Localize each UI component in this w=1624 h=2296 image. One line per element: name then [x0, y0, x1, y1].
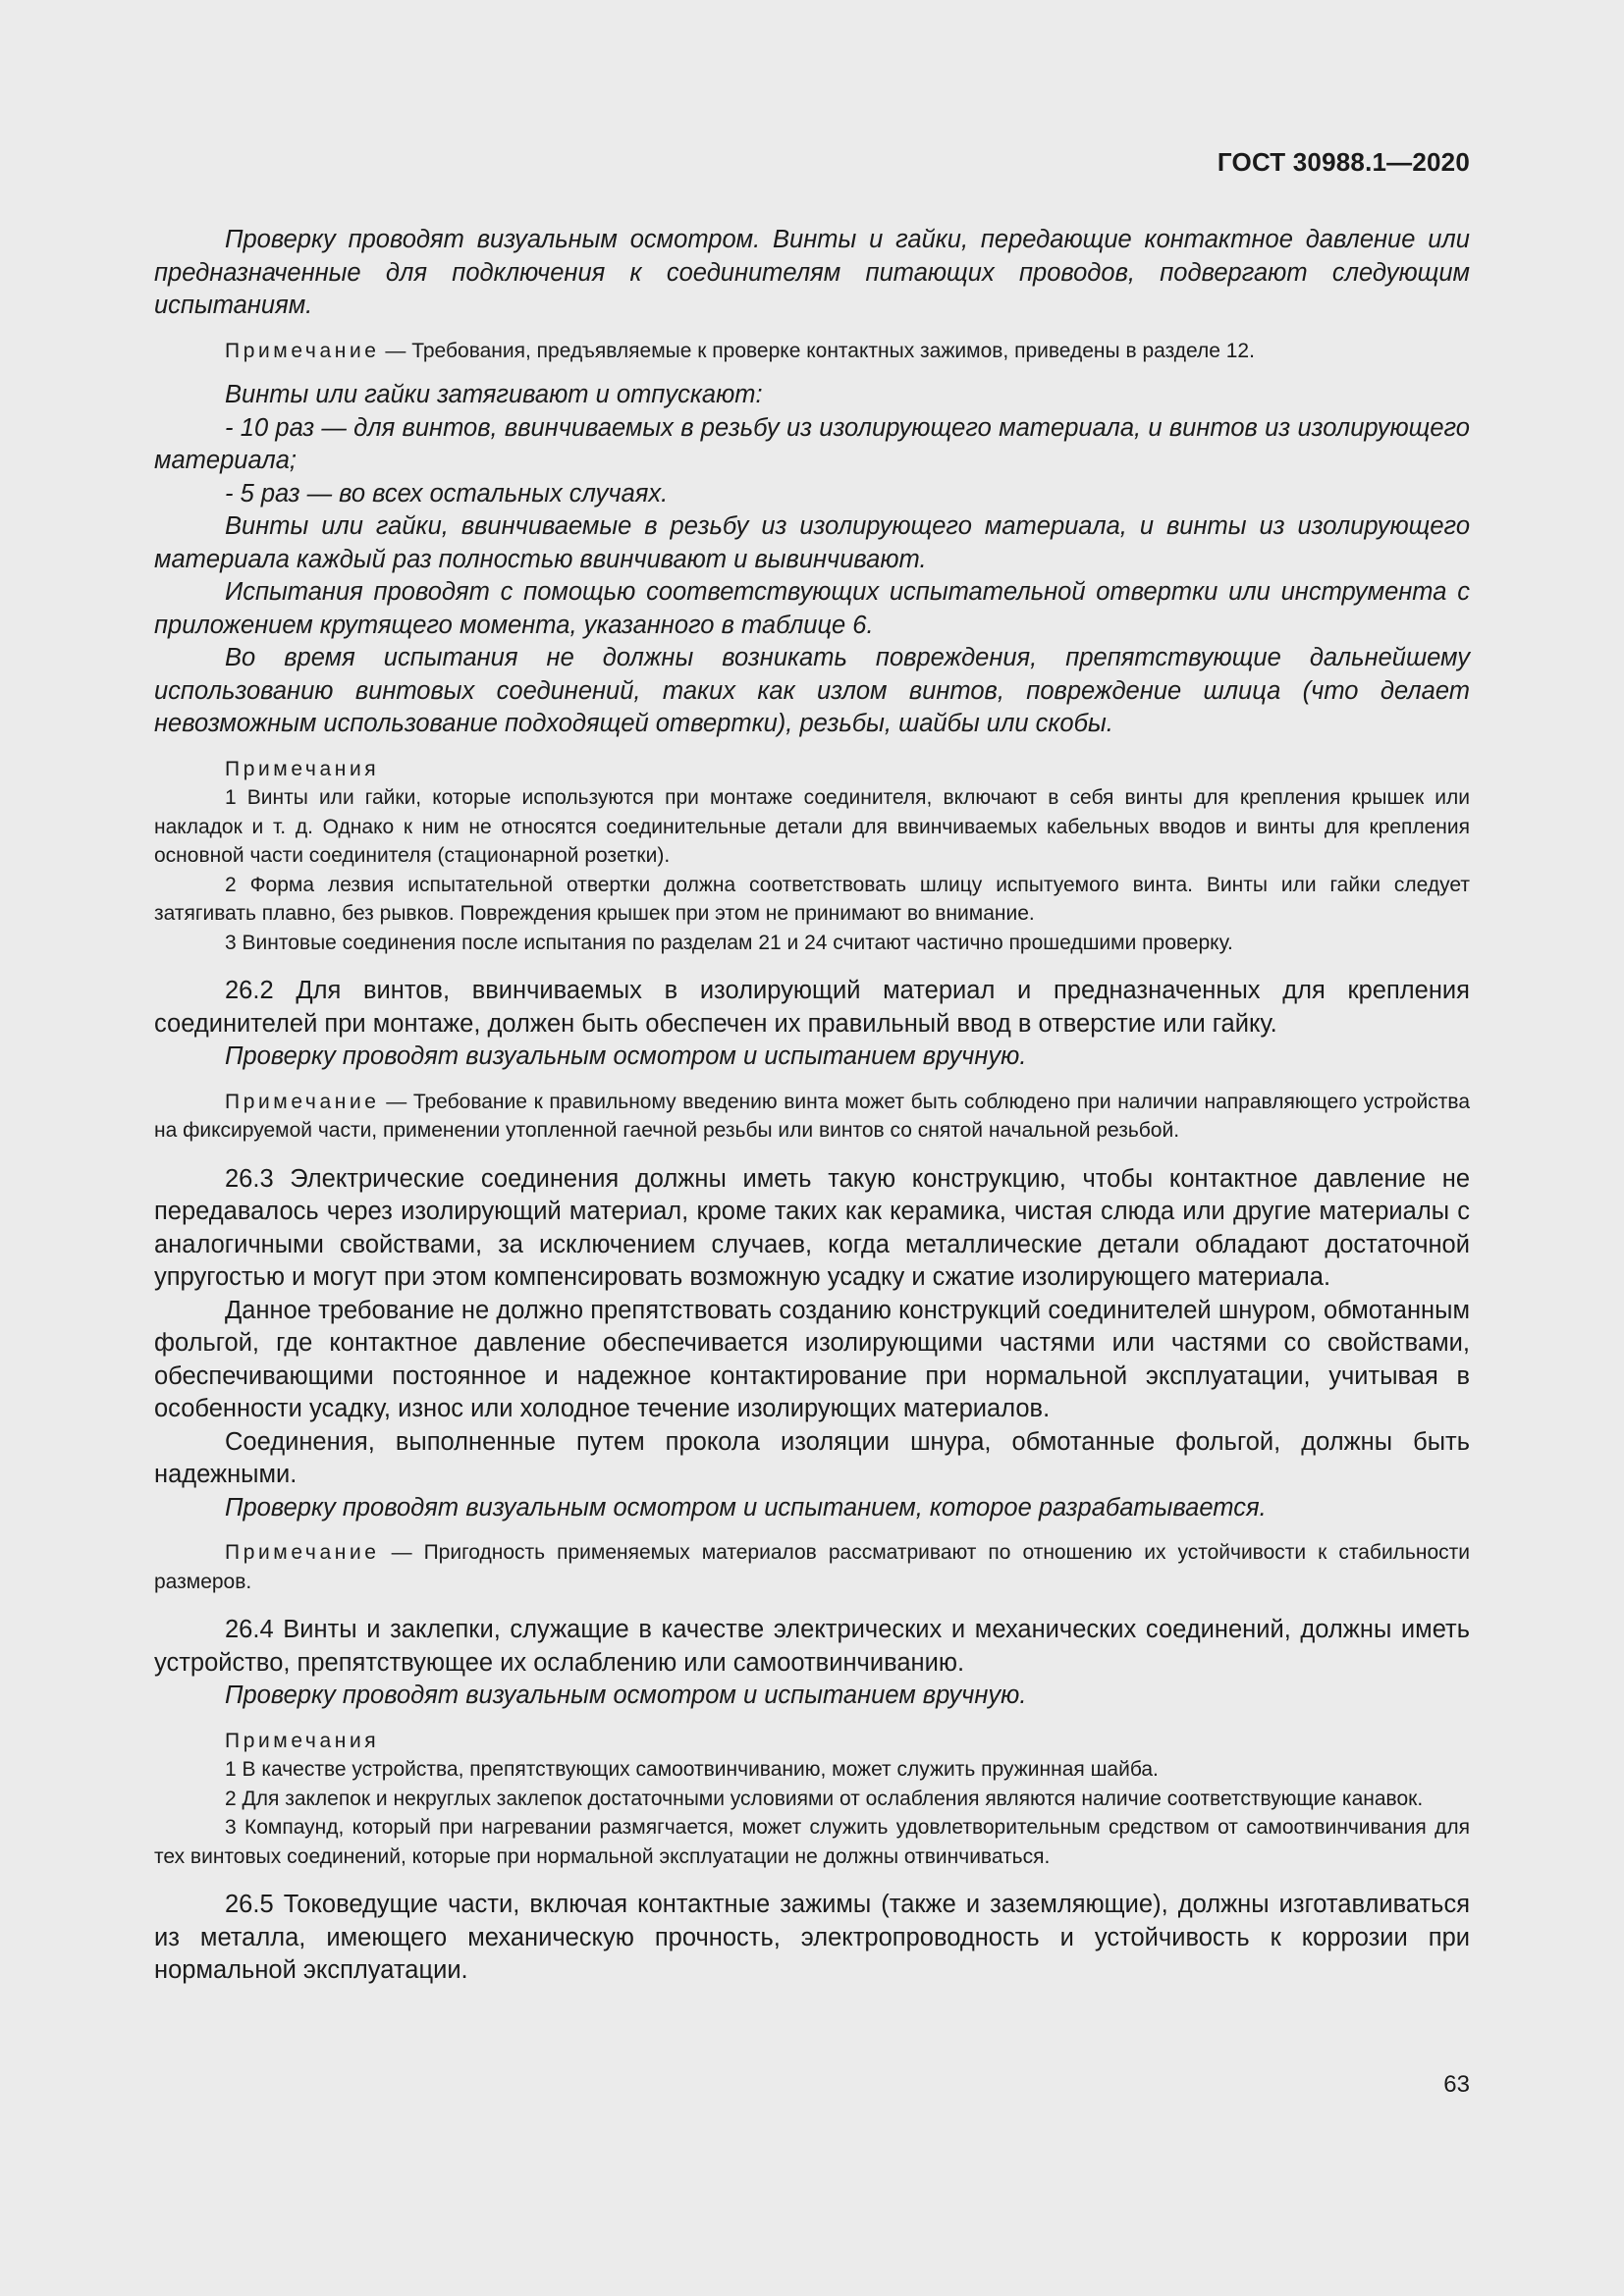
section-26-5: 26.5 Токоведущие части, включая контактные зажимы (также и заземляющие), должны изготавливаться из металла, имеющего механическую прочность, электропроводность и устойчивость к коррозии при нормальной эксплуатации.: [154, 1891, 1470, 1984]
section-26-4-check: Проверку проводят визуальным осмотром и испытанием вручную.: [225, 1682, 1027, 1709]
list-item-10-times: - 10 раз — для винтов, ввинчиваемых в резьбу из изолирующего материала, и винтов из изолирующего материала;: [154, 413, 1470, 474]
document-id-header: ГОСТ 30988.1—2020: [1217, 147, 1470, 177]
notes-heading: [154, 755, 1470, 784]
note-contact-terminals: [154, 337, 1470, 366]
note-item-2: 2 Для заклепок и некруглых заклепок достаточными условиями от ослабления являются наличие соответствующие канавок.: [225, 1787, 1424, 1810]
note-item-2: 2 Форма лезвия испытательной отвертки должна соответствовать шлицу испытуемого винта. Винты или гайки следует затягивать плавно, без рывков. Повреждения крышек при этом не принимают во внимание.: [154, 873, 1470, 925]
paragraph-tighten-loosen: Винты или гайки затягивают и отпускают:: [225, 381, 763, 408]
section-26-3-paragraph-c: Соединения, выполненные путем прокола изоляции шнура, обмотанные фольгой, должны быть надежными.: [154, 1427, 1470, 1488]
note-item-3: 3 Винтовые соединения после испытания по разделам 21 и 24 считают частично прошедшими проверку.: [225, 931, 1233, 954]
notes-heading-2: [154, 1727, 1470, 1756]
note-material-suitability: [154, 1538, 1470, 1596]
section-26-3: 26.3 Электрические соединения должны иметь такую конструкцию, чтобы контактное давление не передавалось через изолирующий материал, кроме таких как керамика, чистая слюда или другие материалы с аналогичными свойствами, за исключением случаев, когда металлические детали обладают достаточной упругостью и могут при этом компенсировать возможную усадку и сжатие изолирующего материала.: [154, 1164, 1470, 1291]
note-label: Примечание: [225, 339, 380, 362]
note-screw-introduction: [154, 1088, 1470, 1146]
section-26-2-check: Проверку проводят визуальным осмотром и испытанием вручную.: [225, 1042, 1027, 1070]
page-content: [154, 224, 1470, 1988]
note-item-1: 1 В качестве устройства, препятствующих самоотвинчиванию, может служить пружинная шайба.: [225, 1758, 1159, 1781]
section-26-3-paragraph-b: Данное требование не должно препятствовать созданию конструкций соединителей шнуром, обмотанным фольгой, где контактное давление обеспечивается изолирующими частями или частями со свойствами, обеспечивающими постоянное и надежное контактирование при нормальной эксплуатации, учитывая в особенности усадку, износ или холодное течение изолирующих материалов.: [154, 1296, 1470, 1422]
note-label: Примечание: [225, 1090, 380, 1113]
list-item-5-times: - 5 раз — во всех остальных случаях.: [225, 479, 669, 507]
page-number: 63: [1443, 2071, 1470, 2098]
note-text: — Пригодность применяемых материалов рассматривают по отношению их устойчивости к стабильности размеров.: [154, 1541, 1470, 1593]
paragraph-no-damage: Во время испытания не должны возникать повреждения, препятствующие дальнейшему использованию винтовых соединений, таких как излом винтов, повреждение шлица (что делает невозможным использование подходящей отвертки), резьбы, шайбы или скобы.: [154, 644, 1470, 737]
section-26-3-check: Проверку проводят визуальным осмотром и испытанием, которое разрабатывается.: [225, 1493, 1267, 1522]
note-item-3: 3 Компаунд, который при нагревании размягчается, может служить удовлетворительным средством от самоотвинчивания для тех винтовых соединений, которые при нормальной эксплуатации не должны отвинчиваться.: [154, 1816, 1470, 1868]
note-item-1: 1 Винты или гайки, которые используются при монтаже соединителя, включают в себя винты для крепления крышек или накладок и т. д. Однако к ним не относятся соединительные детали для ввинчиваемых кабельных вводов и винты для крепления основной части соединителя (стационарной розетки).: [154, 786, 1470, 867]
note-text: — Требование к правильному введению винта может быть соблюдено при наличии направляющего устройства на фиксируемой части, применении утопленной гаечной резьбы или винтов со снятой начальной резьбой.: [154, 1090, 1470, 1142]
section-26-4: 26.4 Винты и заклепки, служащие в качестве электрических и механических соединений, должны иметь устройство, препятствующее их ослаблению или самоотвинчиванию.: [154, 1616, 1470, 1677]
paragraph-screw-in-out: Винты или гайки, ввинчиваемые в резьбу из изолирующего материала, и винты из изолирующего материала каждый раз полностью ввинчивают и вывинчивают.: [154, 512, 1470, 573]
note-label: Примечание: [225, 1541, 380, 1564]
note-text: — Требования, предъявляемые к проверке контактных зажимов, приведены в разделе 12.: [379, 339, 1255, 362]
section-26-2: 26.2 Для винтов, ввинчиваемых в изолирующий материал и предназначенных для крепления соединителей при монтаже, должен быть обеспечен их правильный ввод в отверстие или гайку.: [154, 977, 1470, 1038]
notes-heading-label: Примечания: [225, 1729, 380, 1752]
paragraph-check-intro: Проверку проводят визуальным осмотром. Винты и гайки, передающие контактное давление или предназначенные для подключения к соединителям питающих проводов, подвергают следующим испытаниям.: [154, 226, 1470, 319]
notes-heading-label: Примечания: [225, 757, 380, 780]
paragraph-test-tool: Испытания проводят с помощью соответствующих испытательной отвертки или инструмента с приложением крутящего момента, указанного в таблице 6.: [154, 578, 1470, 639]
